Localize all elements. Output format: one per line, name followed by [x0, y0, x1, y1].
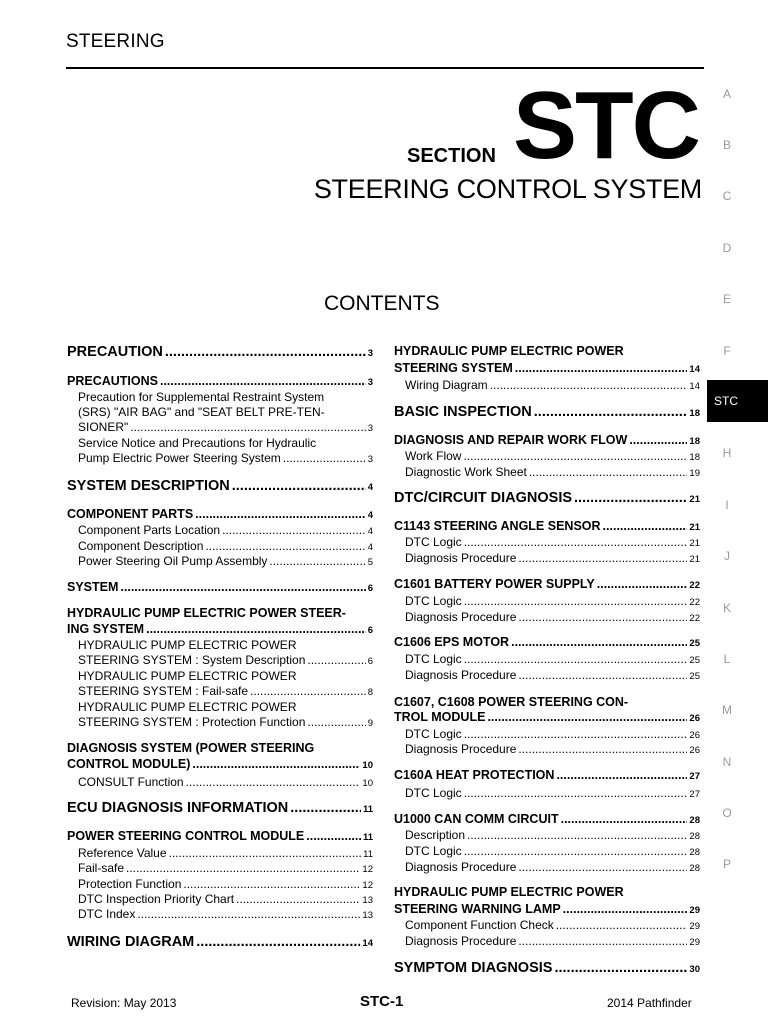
toc-entry-title: C1607, C1608 POWER STEERING CON-: [394, 695, 629, 709]
toc-entry[interactable]: [67, 451, 373, 467]
toc-page-number: 27: [689, 771, 700, 782]
dot-leader: [554, 960, 687, 977]
toc-page-number: 4: [367, 510, 373, 521]
dot-leader: [290, 800, 361, 817]
toc-entry-title: Power Steering Oil Pump Assembly: [78, 554, 268, 568]
toc-entry: [67, 741, 373, 756]
toc-entry[interactable]: [394, 610, 700, 626]
toc-entry[interactable]: [394, 710, 700, 726]
toc-entry[interactable]: [67, 907, 373, 923]
toc-page-number: 25: [689, 638, 700, 649]
toc-page-number: 6: [367, 583, 373, 594]
toc-entry[interactable]: [394, 828, 700, 844]
dot-leader: [556, 918, 688, 933]
footer-model: 2014 Pathfinder: [607, 996, 692, 1010]
toc-entry-title: SIONER": [78, 420, 129, 434]
toc-entry[interactable]: [67, 344, 373, 362]
toc-entry-title: C1601 BATTERY POWER SUPPLY: [394, 577, 595, 591]
toc-entry-title: Component Description: [78, 539, 204, 553]
toc-entry-title: DTC Logic: [405, 844, 462, 858]
dot-leader: [463, 449, 687, 464]
toc-page-number: 14: [362, 938, 373, 949]
toc-entry[interactable]: [394, 727, 700, 743]
toc-entry[interactable]: [394, 768, 700, 784]
dot-leader: [574, 490, 687, 507]
toc-page-number: 11: [362, 804, 373, 815]
toc-entry-title: HYDRAULIC PUMP ELECTRIC POWER: [78, 700, 297, 714]
toc-page-number: 11: [362, 832, 373, 843]
toc-entry-title: BASIC INSPECTION: [394, 404, 532, 420]
toc-entry-title: COMPONENT PARTS: [67, 507, 194, 521]
toc-page-number: 21: [689, 538, 700, 549]
toc-entry[interactable]: [67, 684, 373, 700]
toc-entry[interactable]: [67, 374, 373, 390]
side-tab-i[interactable]: I: [725, 498, 729, 512]
toc-entry-title: HYDRAULIC PUMP ELECTRIC POWER STEER-: [67, 606, 346, 620]
dot-leader: [518, 860, 687, 875]
dot-leader: [269, 554, 365, 569]
toc-entry[interactable]: [394, 844, 700, 860]
toc-entry-title: HYDRAULIC PUMP ELECTRIC POWER: [78, 669, 297, 683]
toc-entry-title: Component Function Check: [405, 918, 554, 932]
toc-entry[interactable]: [67, 846, 373, 862]
toc-entry-title: SYMPTOM DIAGNOSIS: [394, 960, 553, 976]
toc-entry[interactable]: [394, 635, 700, 651]
dot-leader: [490, 378, 688, 393]
toc-entry-title: Component Parts Location: [78, 523, 221, 537]
toc-entry[interactable]: [394, 535, 700, 551]
toc-entry-title: PRECAUTIONS: [67, 374, 158, 388]
side-tab-e[interactable]: E: [722, 292, 731, 306]
toc-entry[interactable]: [394, 902, 700, 918]
toc-entry[interactable]: [67, 861, 373, 877]
dot-leader: [306, 829, 361, 844]
toc-entry-title: Diagnosis Procedure: [405, 610, 517, 624]
dot-leader: [603, 519, 688, 534]
dot-leader: [464, 652, 688, 667]
toc-page-number: 10: [362, 778, 373, 789]
toc-entry-title: DTC Logic: [405, 652, 462, 666]
toc-page-number: 8: [367, 687, 373, 698]
dot-leader: [307, 715, 365, 730]
toc-entry[interactable]: [394, 742, 700, 758]
toc-entry[interactable]: [67, 775, 373, 791]
toc-page-number: 10: [362, 760, 373, 771]
toc-entry-title: Fail-safe: [78, 861, 125, 875]
toc-entry-title: Protection Function: [78, 877, 182, 891]
toc-entry-title: DTC Logic: [405, 535, 462, 549]
toc-page-number: 4: [367, 542, 373, 553]
toc-page-number: 25: [689, 671, 700, 682]
toc-page-number: 6: [367, 625, 373, 636]
dot-leader: [195, 507, 366, 522]
dot-leader: [487, 710, 687, 725]
dot-leader: [165, 344, 366, 361]
footer-page-id: STC-1: [360, 993, 404, 1010]
toc-page-number: 18: [689, 452, 700, 463]
dot-leader: [518, 551, 687, 566]
dot-leader: [515, 361, 688, 376]
toc-entry[interactable]: [394, 551, 700, 567]
toc-page-number: 25: [689, 655, 700, 666]
toc-page-number: 29: [689, 921, 700, 932]
toc-entry[interactable]: [67, 478, 373, 496]
toc-entry-title: DIAGNOSIS SYSTEM (POWER STEERING: [67, 741, 315, 755]
toc-page-number: 11: [363, 849, 373, 860]
side-tab-p[interactable]: P: [722, 857, 731, 871]
side-tab-c[interactable]: C: [722, 189, 732, 203]
toc-entry: [67, 638, 373, 653]
dot-leader: [464, 844, 688, 859]
toc-entry-title: DTC Logic: [405, 594, 462, 608]
toc-page-number: 30: [689, 964, 700, 975]
toc-entry-title: STEERING SYSTEM : System Description: [78, 653, 306, 667]
toc-entry-title: STEERING WARNING LAMP: [394, 902, 561, 916]
toc-entry: [67, 405, 373, 420]
toc-entry: [67, 606, 373, 621]
toc-page-number: 13: [362, 910, 373, 921]
dot-leader: [146, 622, 366, 637]
toc-page-number: 12: [362, 864, 373, 875]
dot-leader: [137, 907, 360, 922]
dot-leader: [534, 404, 688, 421]
toc-entry-title: HYDRAULIC PUMP ELECTRIC POWER: [394, 344, 624, 358]
toc-entry[interactable]: [394, 652, 700, 668]
toc-page-number: 26: [689, 745, 700, 756]
toc-entry[interactable]: [394, 433, 700, 449]
side-tab-a[interactable]: A: [722, 87, 731, 101]
header-rule: [66, 67, 704, 69]
toc-entry[interactable]: [394, 918, 700, 934]
toc-entry-title: DTC Logic: [405, 786, 462, 800]
dot-leader: [464, 535, 688, 550]
toc-entry-title: Reference Value: [78, 846, 167, 860]
toc-entry-title: CONSULT Function: [78, 775, 184, 789]
toc-entry-title: Wiring Diagram: [405, 378, 488, 392]
toc-entry-title: DTC Index: [78, 907, 136, 921]
toc-entry[interactable]: [394, 960, 700, 978]
toc-page-number: 6: [367, 656, 373, 667]
toc-entry-title: ECU DIAGNOSIS INFORMATION: [67, 800, 289, 816]
toc-entry-title: C1606 EPS MOTOR: [394, 635, 510, 649]
dot-leader: [169, 846, 362, 861]
toc-entry[interactable]: [394, 786, 700, 802]
toc-entry-title: Diagnosis Procedure: [405, 668, 517, 682]
toc-entry: [394, 695, 700, 710]
contents-title: CONTENTS: [324, 292, 440, 315]
toc-entry-title: DTC Inspection Priority Chart: [78, 892, 235, 906]
toc-entry[interactable]: [67, 420, 373, 436]
side-tab-l[interactable]: L: [723, 652, 731, 666]
toc-page-number: 28: [689, 847, 700, 858]
toc-page-number: 22: [689, 597, 700, 608]
toc-page-number: 29: [689, 937, 700, 948]
toc-entry[interactable]: [67, 622, 373, 638]
toc-page-number: 26: [689, 730, 700, 741]
toc-entry[interactable]: [67, 523, 373, 539]
toc-entry-title: CONTROL MODULE): [67, 757, 191, 771]
toc-entry[interactable]: [394, 860, 700, 876]
toc-entry-title: STEERING SYSTEM : Protection Function: [78, 715, 306, 729]
side-tab-n[interactable]: N: [722, 755, 732, 769]
toc-entry-title: PRECAUTION: [67, 344, 163, 360]
toc-entry[interactable]: [394, 465, 700, 481]
dot-leader: [518, 934, 687, 949]
toc-entry[interactable]: [67, 757, 373, 773]
toc-entry-title: Description: [405, 828, 466, 842]
dot-leader: [126, 861, 360, 876]
toc-entry[interactable]: [67, 507, 373, 523]
toc-page-number: 28: [689, 863, 700, 874]
toc-page-number: 14: [689, 364, 700, 375]
toc-entry-title: Diagnosis Procedure: [405, 551, 517, 565]
toc-page-number: 3: [367, 377, 373, 388]
toc-page-number: 9: [367, 718, 373, 729]
dot-leader: [196, 934, 360, 951]
dot-leader: [518, 610, 687, 625]
toc-entry: [394, 344, 700, 359]
toc-entry-title: Diagnosis Procedure: [405, 934, 517, 948]
toc-entry-title: Diagnostic Work Sheet: [405, 465, 527, 479]
toc-entry[interactable]: [394, 812, 700, 828]
side-tab-m[interactable]: M: [722, 703, 732, 717]
toc-entry[interactable]: [394, 404, 700, 422]
dot-leader: [518, 668, 687, 683]
toc-page-number: 13: [362, 895, 373, 906]
toc-page-number: 22: [689, 613, 700, 624]
toc-entry: [67, 700, 373, 715]
toc-entry-title: DTC/CIRCUIT DIAGNOSIS: [394, 490, 573, 506]
toc-entry-title: C160A HEAT PROTECTION: [394, 768, 555, 782]
dot-leader: [183, 877, 360, 892]
toc-entry-title: Service Notice and Precautions for Hydraulic: [78, 436, 317, 450]
toc-page-number: 5: [367, 557, 373, 568]
section-word: SECTION: [407, 145, 496, 167]
dot-leader: [518, 742, 687, 757]
footer-revision: Revision: May 2013: [71, 996, 177, 1010]
dot-leader: [529, 465, 688, 480]
toc-entry-title: ING SYSTEM: [67, 622, 145, 636]
dot-leader: [464, 594, 688, 609]
dot-leader: [120, 580, 365, 595]
toc-entry-title: Diagnosis Procedure: [405, 742, 517, 756]
toc-entry-title: HYDRAULIC PUMP ELECTRIC POWER: [394, 885, 624, 899]
dot-leader: [250, 684, 366, 699]
dot-leader: [186, 775, 361, 790]
dot-leader: [511, 635, 687, 650]
side-tab-f[interactable]: F: [723, 344, 731, 358]
dot-leader: [561, 812, 688, 827]
toc-entry[interactable]: [67, 800, 373, 818]
dot-leader: [205, 539, 365, 554]
dot-leader: [283, 451, 366, 466]
toc-entry[interactable]: [67, 580, 373, 596]
toc-entry: [67, 390, 373, 405]
toc-entry-title: SYSTEM DESCRIPTION: [67, 478, 230, 494]
toc-entry[interactable]: [394, 449, 700, 465]
toc-entry-title: Precaution for Supplemental Restraint System: [78, 390, 325, 404]
header-title: STEERING: [66, 31, 165, 52]
toc-page-number: 21: [689, 494, 700, 505]
side-tab-o[interactable]: O: [722, 806, 732, 820]
dot-leader: [597, 577, 688, 592]
toc-entry-title: HYDRAULIC PUMP ELECTRIC POWER: [78, 638, 297, 652]
dot-leader: [236, 892, 360, 907]
toc-page-number: 19: [689, 468, 700, 479]
dot-leader: [563, 902, 688, 917]
toc-entry: [67, 669, 373, 684]
toc-page-number: 18: [689, 436, 700, 447]
section-name: STEERING CONTROL SYSTEM: [313, 174, 702, 204]
toc-page-number: 12: [362, 880, 373, 891]
toc-page-number: 22: [689, 580, 700, 591]
toc-page-number: 27: [689, 789, 700, 800]
toc-entry[interactable]: [394, 594, 700, 610]
toc-entry: [394, 885, 700, 900]
toc-entry: [67, 436, 373, 451]
toc-entry[interactable]: [394, 361, 700, 377]
toc-entry-title: STEERING SYSTEM : Fail-safe: [78, 684, 249, 698]
toc-entry-title: Diagnosis Procedure: [405, 860, 517, 874]
toc-page-number: 18: [689, 408, 700, 419]
dot-leader: [467, 828, 687, 843]
toc-entry-title: SYSTEM: [67, 580, 119, 594]
toc-entry[interactable]: [67, 554, 373, 570]
toc-page-number: 21: [689, 554, 700, 565]
toc-page-number: 3: [367, 454, 373, 465]
toc-entry-title: POWER STEERING CONTROL MODULE: [67, 829, 305, 843]
toc-page-number: 4: [367, 526, 373, 537]
toc-page-number: 21: [689, 522, 700, 533]
section-code: STC: [513, 72, 699, 179]
toc-entry[interactable]: [394, 934, 700, 950]
side-tab-h[interactable]: H: [722, 446, 732, 460]
toc-entry[interactable]: [394, 490, 700, 508]
toc-entry[interactable]: [67, 539, 373, 555]
toc-entry-title: C1143 STEERING ANGLE SENSOR: [394, 519, 601, 533]
toc-entry[interactable]: [394, 519, 700, 535]
toc-entry[interactable]: [67, 877, 373, 893]
dot-leader: [160, 374, 366, 389]
side-tab-k[interactable]: K: [722, 601, 731, 615]
dot-leader: [556, 768, 687, 783]
dot-leader: [222, 523, 366, 538]
toc-entry[interactable]: [67, 892, 373, 908]
toc-entry[interactable]: [67, 715, 373, 731]
toc-entry[interactable]: [67, 934, 373, 952]
toc-page-number: 14: [689, 381, 700, 392]
toc-entry-title: WIRING DIAGRAM: [67, 934, 195, 950]
toc-entry[interactable]: [394, 668, 700, 684]
toc-page-number: 28: [689, 815, 700, 826]
toc-entry-title: DTC Logic: [405, 727, 462, 741]
dot-leader: [629, 433, 687, 448]
toc-entry[interactable]: [394, 577, 700, 593]
dot-leader: [232, 478, 366, 495]
side-tab-j[interactable]: J: [724, 549, 730, 563]
toc-entry[interactable]: [67, 653, 373, 669]
dot-leader: [464, 727, 688, 742]
toc-entry-title: TROL MODULE: [394, 710, 486, 724]
side-tab-d[interactable]: D: [722, 241, 732, 255]
toc-entry[interactable]: [67, 829, 373, 845]
toc-entry-title: DIAGNOSIS AND REPAIR WORK FLOW: [394, 433, 628, 447]
toc-page-number: 3: [367, 348, 373, 359]
toc-page-number: 29: [689, 905, 700, 916]
toc-entry[interactable]: [394, 378, 700, 394]
toc-page-number: 26: [689, 713, 700, 724]
toc-entry-title: (SRS) "AIR BAG" and "SEAT BELT PRE-TEN-: [78, 405, 325, 419]
dot-leader: [192, 757, 360, 772]
dot-leader: [307, 653, 365, 668]
toc-page-number: 4: [367, 482, 373, 493]
toc-entry-title: U1000 CAN COMM CIRCUIT: [394, 812, 559, 826]
dot-leader: [464, 786, 688, 801]
toc-entry-title: STEERING SYSTEM: [394, 361, 513, 375]
side-tab-stc[interactable]: STC: [707, 380, 768, 422]
dot-leader: [130, 420, 365, 435]
toc-page-number: 3: [367, 423, 373, 434]
toc-page-number: 28: [689, 831, 700, 842]
toc-entry-title: Work Flow: [405, 449, 462, 463]
toc-entry-title: Pump Electric Power Steering System: [78, 451, 281, 465]
side-tab-b[interactable]: B: [722, 138, 731, 152]
